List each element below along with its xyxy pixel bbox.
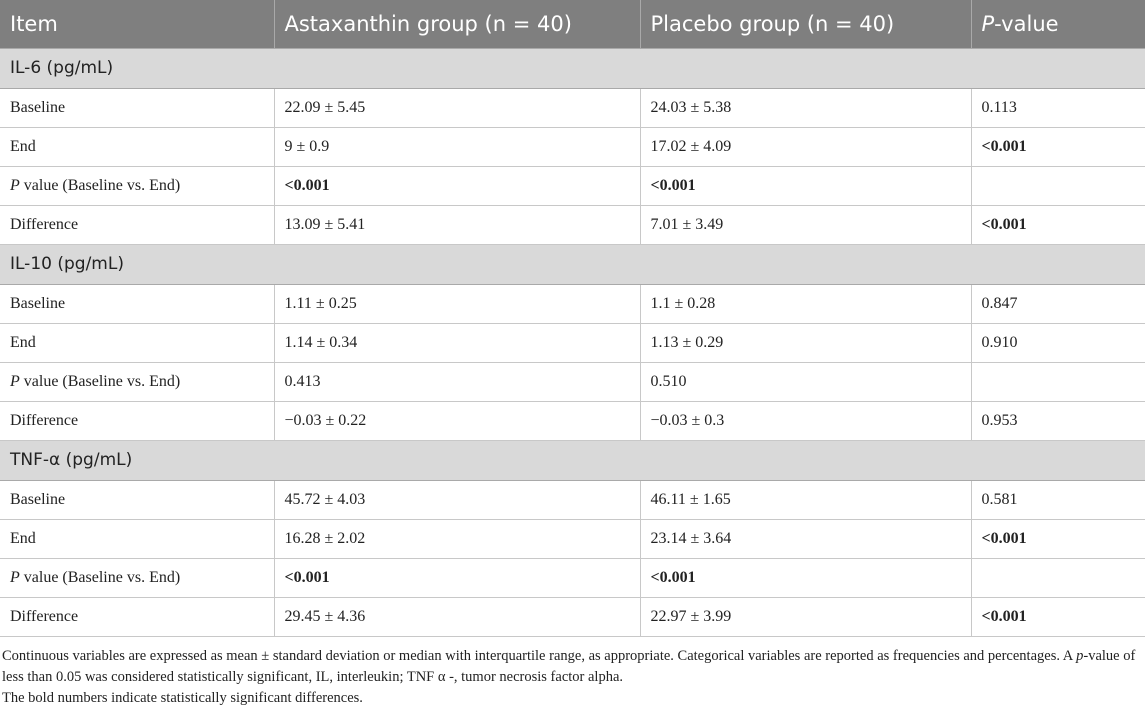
section-label: IL-6 (pg/mL)	[0, 48, 1145, 88]
table-row	[0, 558, 1145, 597]
table-row	[0, 597, 1145, 636]
row-label: Baseline	[0, 480, 274, 519]
pvalue-cell: 0.910	[971, 323, 1145, 362]
placebo-cell: 23.14 ± 3.64	[640, 519, 971, 558]
table-row	[0, 480, 1145, 519]
astaxanthin-cell: 22.09 ± 5.45	[274, 88, 640, 127]
section-row-il6	[0, 48, 1145, 88]
pvalue-cell: <0.001	[971, 205, 1145, 244]
header-astaxanthin: Astaxanthin group (n = 40)	[274, 0, 640, 48]
placebo-cell: 24.03 ± 5.38	[640, 88, 971, 127]
table-row	[0, 205, 1145, 244]
placebo-cell: 17.02 ± 4.09	[640, 127, 971, 166]
pvalue-cell: 0.113	[971, 88, 1145, 127]
table-row	[0, 401, 1145, 440]
astaxanthin-cell: −0.03 ± 0.22	[274, 401, 640, 440]
row-label: End	[0, 127, 274, 166]
header-placebo: Placebo group (n = 40)	[640, 0, 971, 48]
pvalue-cell: <0.001	[971, 519, 1145, 558]
table-row	[0, 362, 1145, 401]
header-item: Item	[0, 0, 274, 48]
section-row-il10	[0, 244, 1145, 284]
placebo-cell: 22.97 ± 3.99	[640, 597, 971, 636]
row-label: End	[0, 519, 274, 558]
row-label: Difference	[0, 401, 274, 440]
row-label-italic: P	[10, 568, 20, 586]
placebo-cell: 0.510	[640, 362, 971, 401]
placebo-cell: −0.03 ± 0.3	[640, 401, 971, 440]
footnote-part2: -value of less than 0.05 was considered statistically significant, IL, interleukin; TNF α -, tumor necrosis factor alpha.	[2, 647, 1136, 685]
pvalue-cell: <0.001	[971, 127, 1145, 166]
pvalue-cell	[971, 362, 1145, 401]
section-row-tnf	[0, 440, 1145, 480]
row-label-italic: P	[10, 372, 20, 390]
footnote-part1: Continuous variables are expressed as mean ± standard deviation or median with interquartile range, as appropriate. Categorical variables are reported as frequencies and percentages. A	[2, 647, 1077, 664]
astaxanthin-cell: 1.11 ± 0.25	[274, 284, 640, 323]
footnote-line-2: The bold numbers indicate statistically significant differences.	[2, 689, 363, 706]
row-label	[0, 558, 274, 597]
table-row	[0, 88, 1145, 127]
pvalue-cell: 0.847	[971, 284, 1145, 323]
astaxanthin-cell: 29.45 ± 4.36	[274, 597, 640, 636]
section-label: IL-10 (pg/mL)	[0, 244, 1145, 284]
astaxanthin-cell: 13.09 ± 5.41	[274, 205, 640, 244]
table-row	[0, 323, 1145, 362]
row-label: End	[0, 323, 274, 362]
row-label: Difference	[0, 597, 274, 636]
placebo-cell: <0.001	[640, 558, 971, 597]
placebo-cell: <0.001	[640, 166, 971, 205]
placebo-cell: 1.1 ± 0.28	[640, 284, 971, 323]
placebo-cell: 7.01 ± 3.49	[640, 205, 971, 244]
header-row	[0, 0, 1145, 48]
row-label-italic: P	[10, 176, 20, 194]
astaxanthin-cell: <0.001	[274, 558, 640, 597]
row-label	[0, 362, 274, 401]
row-label: Baseline	[0, 88, 274, 127]
row-label	[0, 166, 274, 205]
footnote-italic-p: p	[1076, 647, 1084, 664]
pvalue-cell: <0.001	[971, 597, 1145, 636]
row-label-rest: value (Baseline vs. End)	[19, 372, 181, 390]
astaxanthin-cell: 16.28 ± 2.02	[274, 519, 640, 558]
header-pvalue-suffix: -value	[994, 11, 1059, 36]
table-row	[0, 284, 1145, 323]
table-footnote	[0, 637, 1145, 709]
pvalue-cell: 0.581	[971, 480, 1145, 519]
placebo-cell: 46.11 ± 1.65	[640, 480, 971, 519]
header-pvalue	[971, 0, 1145, 48]
section-label: TNF-α (pg/mL)	[0, 440, 1145, 480]
row-label: Baseline	[0, 284, 274, 323]
row-label-rest: value (Baseline vs. End)	[19, 176, 181, 194]
astaxanthin-cell: 1.14 ± 0.34	[274, 323, 640, 362]
table-row	[0, 519, 1145, 558]
astaxanthin-cell: 0.413	[274, 362, 640, 401]
footnote-line-1	[2, 646, 1143, 688]
pvalue-cell	[971, 166, 1145, 205]
header-pvalue-italic: P	[981, 11, 995, 36]
astaxanthin-cell: 45.72 ± 4.03	[274, 480, 640, 519]
table-row	[0, 166, 1145, 205]
table-row	[0, 127, 1145, 166]
astaxanthin-cell: 9 ± 0.9	[274, 127, 640, 166]
row-label: Difference	[0, 205, 274, 244]
pvalue-cell: 0.953	[971, 401, 1145, 440]
placebo-cell: 1.13 ± 0.29	[640, 323, 971, 362]
astaxanthin-cell: <0.001	[274, 166, 640, 205]
row-label-rest: value (Baseline vs. End)	[19, 568, 181, 586]
pvalue-cell	[971, 558, 1145, 597]
